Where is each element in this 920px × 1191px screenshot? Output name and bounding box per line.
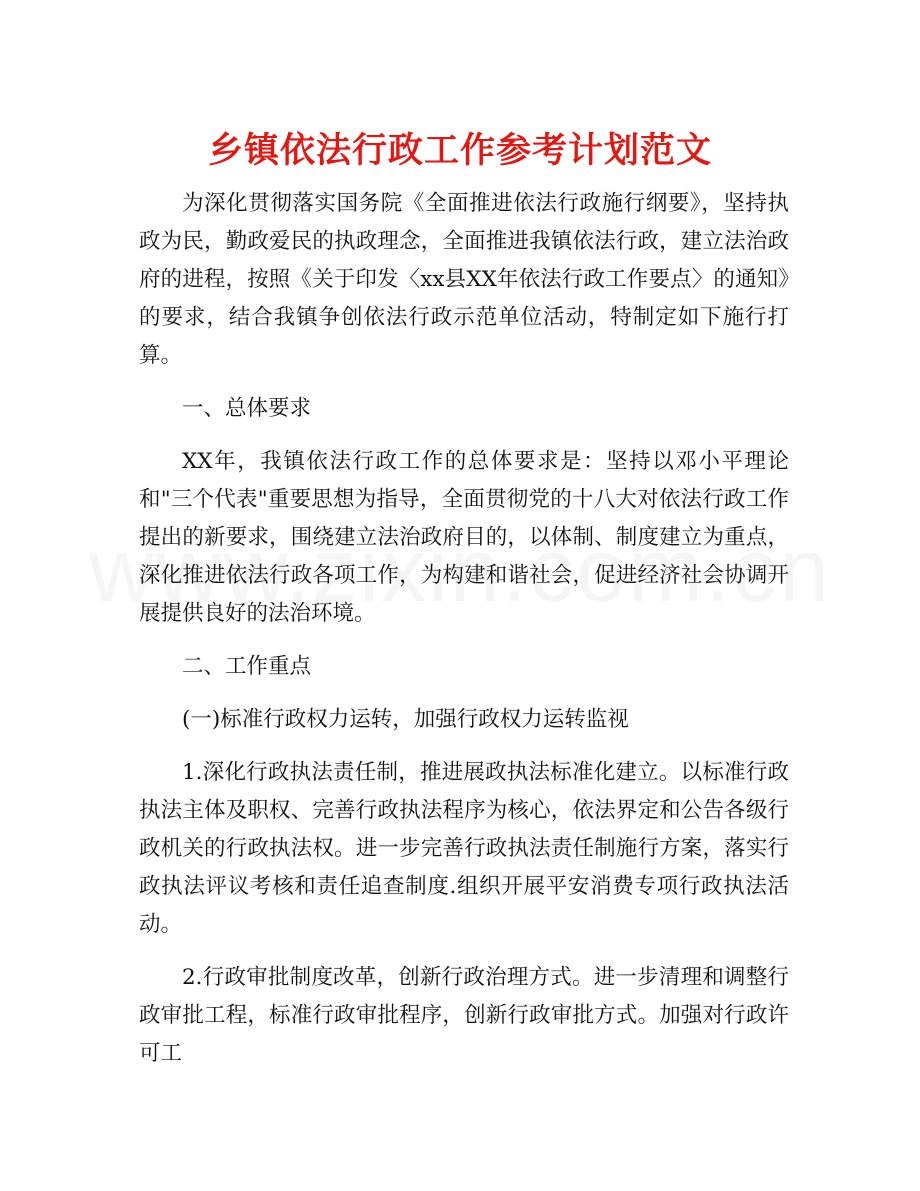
intro-paragraph: 为深化贯彻落实国务院《全面推进依法行政施行纲要》，坚持执政为民，勤政爱民的执政理念，全面推进我镇依法行政，建立法治政府的进程，按照《关于印发〈xx县XX年依法行政工作要点〉的通知》的要求，结合我镇争创依法行政示范单位活动，特制定如下施行打算。 xyxy=(139,191,789,368)
document-title: 乡镇依法行政工作参考计划范文 xyxy=(207,130,712,171)
subsection-heading-1: (一)标准行政权力运转，加强行政权力运转监视 xyxy=(182,707,629,732)
document-body xyxy=(139,185,789,1088)
overall-requirements-paragraph: XX年，我镇依法行政工作的总体要求是：坚持以邓小平理论和"三个代表"重要思想为指导，全面贯彻党的十八大对依法行政工作提出的新要求，围绕建立法治政府目的，以体制、制度建立为重点，深化推进依法行政各项工作，为构建和谐社会，促进经济社会协调开展提供良好的法治环境。 xyxy=(139,449,789,626)
section-heading-overall-requirements: 一、总体要求 xyxy=(182,396,312,421)
work-item-1-paragraph: 1.深化行政执法责任制，推进展政执法标准化建立。以标准行政执法主体及职权、完善行政执法程序为核心，依法界定和公告各级行政机关的行政执法权。进一步完善行政执法责任制施行方案，落实行政执法评议考核和责任追查制度.组织开展平安消费专项行政执法活动。 xyxy=(139,760,789,937)
section-heading-work-focus: 二、工作重点 xyxy=(182,654,312,679)
work-item-2-paragraph: 2.行政审批制度改革，创新行政治理方式。进一步清理和调整行政审批工程，标准行政审批程序，创新行政审批方式。加强对行政许可工 xyxy=(139,965,789,1066)
